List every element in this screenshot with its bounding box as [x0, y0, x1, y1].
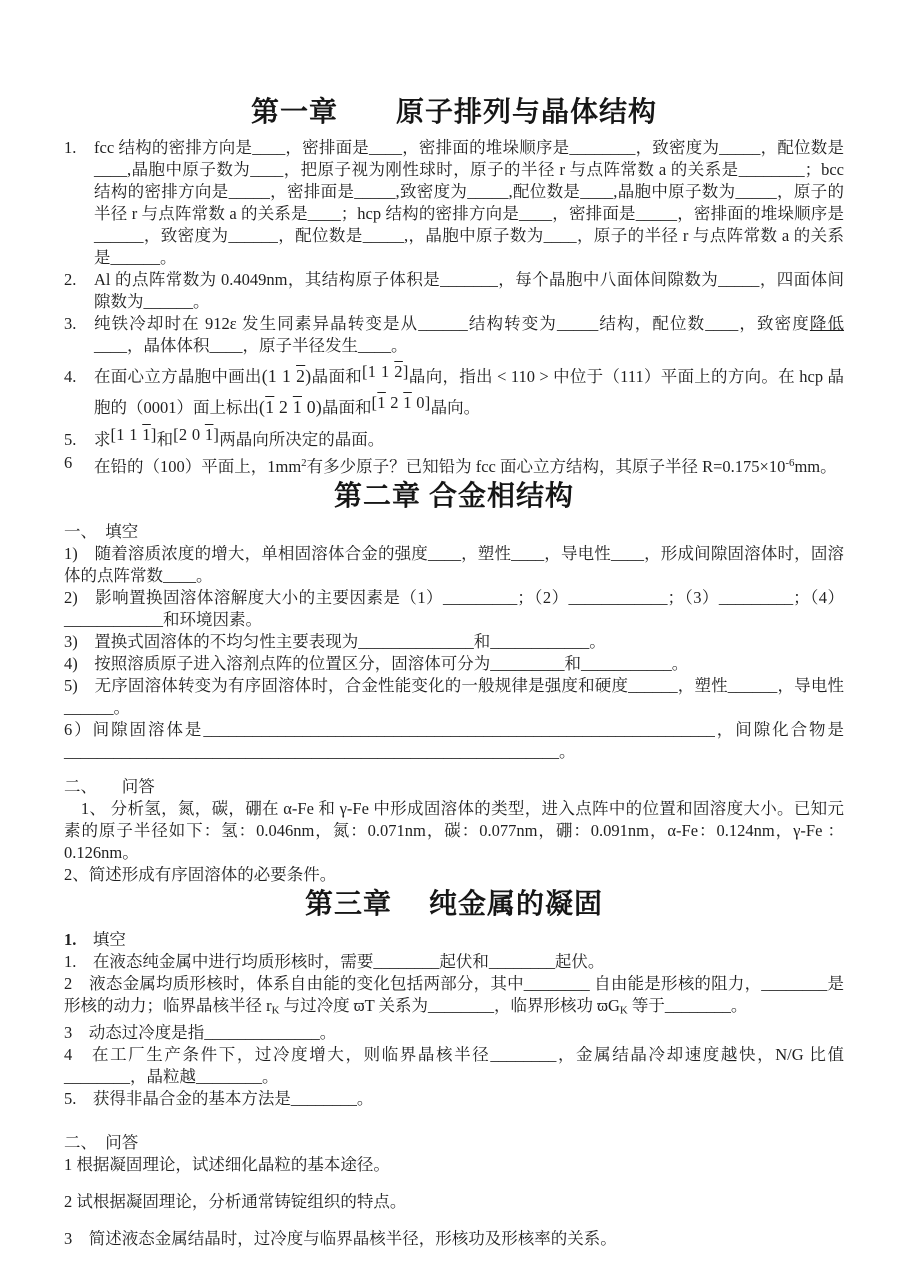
ch1-line-3 — [64, 313, 844, 357]
ch3-line-2: 1. 在液态纯金属中进行均质形核时，需要________起伏和________起伏。 — [64, 951, 605, 971]
ch3-line-7: 二、 问答 — [64, 1132, 139, 1152]
ch2-line-1: 一、 填空 — [64, 521, 139, 541]
ch3-line-6: 5. 获得非晶合金的基本方法是________。 — [64, 1088, 374, 1108]
ch1-line-4 — [64, 361, 844, 423]
ch3-line-5: 4 在工厂生产条件下，过冷度增大，则临界晶核半径________，金属结晶冷却速度越快，N/G 比值________，晶粒越________。 — [64, 1044, 844, 1086]
item-text: 在面心立方晶胞中画出(1 1 2)晶面和[1 1 2]晶向，指出 < 110 > 中位于（111）平面上的方向。在 hcp 晶胞的（0001）面上标出(1 2 1 0)晶面和[1 2 1 0]晶向。 — [94, 362, 845, 417]
chapter-3-blocks — [64, 929, 844, 1250]
chapter-3 — [64, 888, 844, 1250]
chapter-1-blocks — [64, 137, 844, 478]
item-number: 2. — [64, 270, 77, 289]
ch2-line-6: 5) 无序固溶体转变为有序固溶体时，合金性能变化的一般规律是强度和硬度______，塑性______，导电性______。 — [64, 675, 844, 717]
ch2-line-4: 3) 置换式固溶体的不均匀性主要表现为______________和____________。 — [64, 631, 606, 651]
chapter-3-title: 第三章 纯金属的凝固 — [304, 888, 603, 920]
ch2-line-8: 二、 问答 — [64, 776, 155, 796]
chapter-1-title: 第一章 原子排列与晶体结构 — [250, 97, 657, 128]
ch3-line-3: 2 液态金属均质形核时，体系自由能的变化包括两部分，其中________ 自由能是形核的阻力，________是形核的动力；临界晶核半径 rK 与过冷度 ϖT 关系为________，临界形核功 ϖGK 等于________。 — [64, 973, 845, 1017]
item-number: 5. — [64, 430, 77, 449]
ch3-line-1: 1. 填空 — [64, 929, 126, 949]
item-number: 6 — [64, 453, 73, 472]
item-number: 3. — [64, 314, 77, 333]
document-content — [64, 94, 844, 1265]
ch1-line-2 — [64, 269, 844, 313]
ch2-line-7: 6）间隙固溶体是______________________________________________________________，间隙化合物是____________________________________________________________。 — [64, 719, 844, 761]
chapter-2-title: 第二章 合金相结构 — [333, 480, 574, 512]
ch3-line-4: 3 动态过冷度是指______________。 — [64, 1022, 337, 1042]
chapter-2 — [64, 480, 844, 886]
ch2-line-5: 4) 按照溶质原子进入溶剂点阵的位置区分，固溶体可分为_________和___________。 — [64, 653, 689, 673]
ch2-line-2: 1) 随着溶质浓度的增大，单相固溶体合金的强度____，塑性____，导电性____，形成间隙固溶体时，固溶体的点阵常数____。 — [64, 543, 844, 585]
ch1-line-6 — [64, 452, 844, 478]
ch3-line-8: 1 根据凝固理论，试述细化晶粒的基本途径。 — [64, 1154, 390, 1174]
ch2-line-3: 2) 影响置换固溶体溶解度大小的主要因素是（1）_________；（2）____________；（3）_________；（4）____________和环境因素。 — [64, 587, 844, 629]
chapter-1 — [64, 96, 844, 478]
item-text: 求[1 1 1]和[2 0 1]两晶向所决定的晶面。 — [94, 425, 385, 449]
ch2-line-10: 2、简述形成有序固溶体的必要条件。 — [64, 864, 337, 884]
ch2-line-9: 1、 分析氢，氮，碳，硼在 α-Fe 和 γ-Fe 中形成固溶体的类型，进入点阵中的位置和固溶度大小。已知元素的原子半径如下：氢：0.046nm，氮：0.071nm，碳：0.077nm，硼：0.091nm，α-Fe：0.124nm，γ-Fe ：0.126nm。 — [64, 798, 844, 862]
item-text: 纯铁冷却时在 912ε 发生同素异晶转变是从______结构转变为_____结构，配位数____，致密度降低____，晶体体积____，原子半径发生____。 — [94, 314, 845, 355]
chapter-2-blocks — [64, 521, 844, 886]
ch3-line-10: 3 简述液态金属结晶时，过冷度与临界晶核半径，形核功及形核率的关系。 — [64, 1228, 617, 1248]
item-text: 在铅的（100）平面上，$1mm^2$有多少原子？已知铅为 fcc 面心立方结构，其原子半径 $R=0.175\times 10^{-6}mm$。 — [94, 456, 837, 476]
item-text: fcc 结构的密排方向是____，密排面是____，密排面的堆垛顺序是________，致密度为_____，配位数是____,晶胞中原子数为____，把原子视为刚性球时，原子的半径 r 与点阵常数 a 的关系是________；bcc 结构的密排方向是_____，密排面是_____,致密度为_____,配位数是____,晶胞中原子数为_____，原子的半径 r 与点阵常数 a 的关系是____；hcp 结构的密排方向是____，密排面是_____，密排面的堆垛顺序是______，致密度为______，配位数是_____,，晶胞中原子数为____，原子的半径 r 与点阵常数 a 的关系是______。 — [94, 138, 844, 267]
item-number: 4. — [64, 367, 77, 386]
item-number: 1. — [64, 138, 77, 157]
ch1-line-1 — [64, 137, 844, 269]
ch3-line-9: 2 试根据凝固理论，分析通常铸锭组织的特点。 — [64, 1191, 407, 1211]
item-text: Al 的点阵常数为 0.4049nm，其结构原子体积是_______，每个晶胞中八面体间隙数为_____，四面体间隙数为______。 — [94, 270, 844, 311]
ch1-line-5 — [64, 427, 844, 452]
